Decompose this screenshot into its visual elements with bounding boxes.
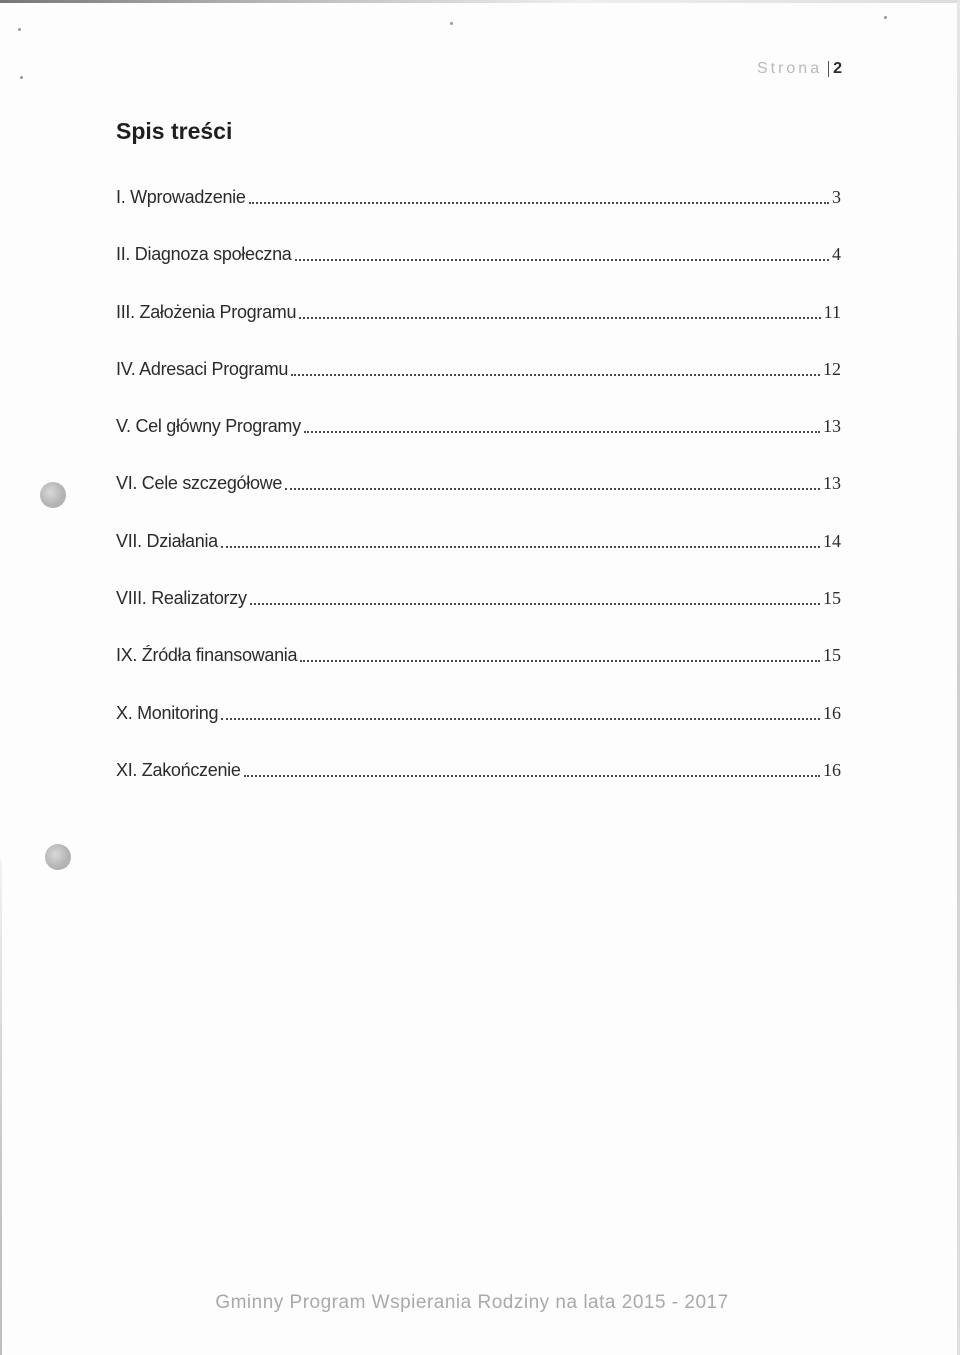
scan-speck [884,16,887,19]
toc-entry[interactable] [116,642,841,699]
toc-dot-leader [291,356,820,376]
scan-speck [20,76,23,79]
toc-dot-leader [249,184,829,204]
toc-entry-page: 13 [823,473,841,494]
toc-dot-leader [285,470,820,490]
toc-entry-label: IX. Źródła finansowania [116,645,298,666]
toc-entry-page: 15 [823,588,841,609]
toc-dot-leader [221,528,820,548]
toc-entry[interactable] [116,413,841,470]
toc-entry-page: 14 [823,530,841,551]
page-number: 2 [833,60,842,77]
scan-speck [450,22,453,25]
toc-entry-label: IV. Adresaci Programu [116,358,289,379]
toc-entry-page: 4 [832,244,841,265]
toc-dot-leader [304,413,820,433]
toc-dot-leader [299,299,820,319]
toc-dot-leader [250,585,820,605]
toc-entry-page: 11 [823,301,841,322]
toc-entry-label: VII. Działania [116,530,218,551]
toc-entry-label: II. Diagnoza społeczna [116,244,292,265]
toc-entry-label: V. Cel główny Programy [116,416,301,437]
toc-entry[interactable] [116,700,841,757]
toc-entry-label: VIII. Realizatorzy [116,588,247,609]
toc-entry-label: XI. Zakończenie [116,759,241,780]
scan-edge-left [0,860,2,1355]
toc-title: Spis treści [116,118,233,144]
toc-entry-label: I. Wprowadzenie [116,187,246,207]
toc-dot-leader [295,241,829,261]
toc-entry[interactable] [116,470,841,527]
toc-entry-label: VI. Cele szczegółowe [116,473,283,494]
toc-dot-leader [221,700,820,720]
toc-entry-label: X. Monitoring [116,702,219,723]
toc-entry[interactable] [116,356,841,413]
page-header [757,58,842,80]
toc-entry[interactable] [116,184,841,241]
toc-entry-page: 3 [832,187,841,207]
toc-dot-leader [244,757,820,777]
page-footer: Gminny Program Wspierania Rodziny na lata 2015 - 2017 [215,1292,729,1313]
toc-entry-page: 15 [823,645,841,666]
toc-entry-page: 13 [823,416,841,437]
toc-entry[interactable] [116,299,841,356]
toc-entry[interactable] [116,528,841,585]
table-of-contents [116,184,841,814]
toc-entry[interactable] [116,241,841,298]
toc-entry-page: 16 [823,702,841,723]
toc-entry-page: 12 [823,358,841,379]
toc-entry-page: 16 [823,759,841,780]
scan-speck [18,28,21,31]
toc-entry[interactable] [116,757,841,814]
scan-edge-top [0,0,960,3]
toc-entry[interactable] [116,585,841,642]
punch-hole-mark [45,844,71,870]
page-label: Strona [756,60,823,77]
toc-entry-label: III. Założenia Programu [116,301,297,322]
header-separator [828,61,829,77]
toc-dot-leader [300,642,820,662]
punch-hole-mark [40,482,66,508]
